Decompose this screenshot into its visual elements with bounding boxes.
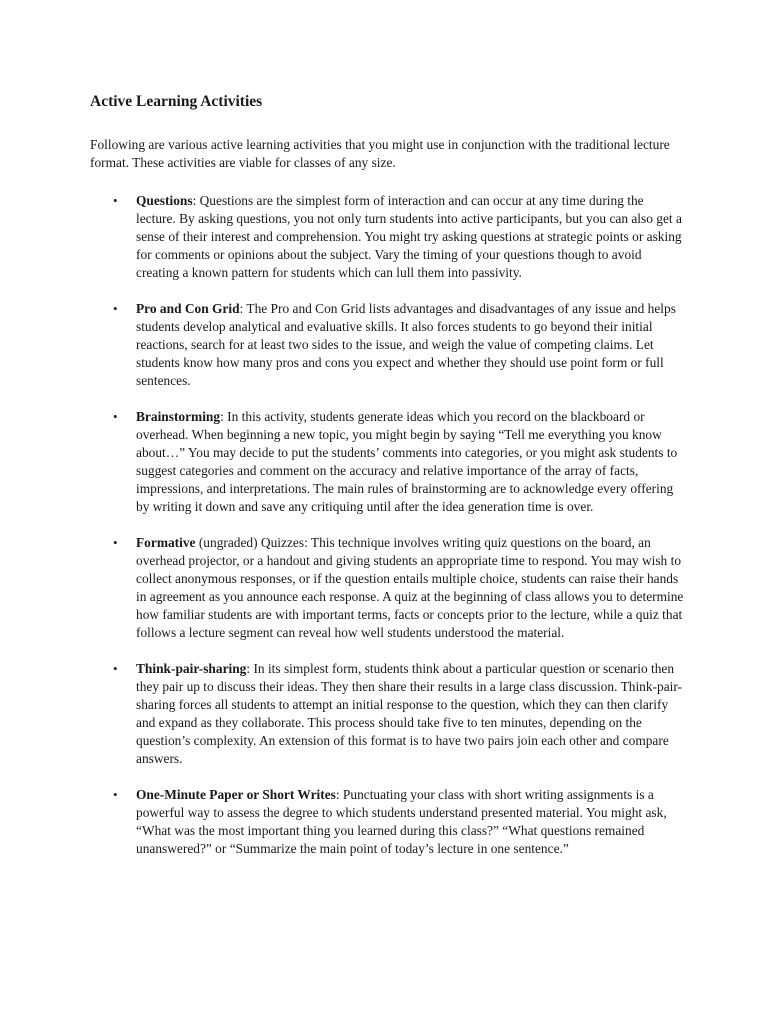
list-item-one-minute-paper	[90, 786, 686, 858]
intro-paragraph: Following are various active learning activities that you might use in conjunction with the traditional lecture format. These activities are viable for classes of any size.	[90, 137, 670, 170]
bullet-icon: •	[113, 661, 118, 676]
document-title: Active Learning Activities	[90, 93, 263, 110]
item-term: Questions	[136, 193, 193, 208]
item-text: : Punctuating your class with short writing assignments is a powerful way to assess the degree to which students understand presented material. You might ask, “What was the most important thing you learned during this class?” “What questions remained unanswered?” or “Summarize the main point of today’s lecture in one sentence.”	[136, 787, 667, 856]
item-text: (ungraded) Quizzes: This technique involves writing quiz questions on the board, an overhead projector, or a handout and giving students an appropriate time to respond. You may wish to collect anonymous responses, or if the question entails multiple choice, students can raise their hands in agreement as you announce each response. A quiz at the beginning of class allows you to determine how familiar students are with important terms, facts or concepts prior to the lecture, while a quiz that follows a lecture segment can reveal how well students understood the material.	[136, 535, 684, 640]
item-text: : In this activity, students generate ideas which you record on the blackboard or overhead. When beginning a new topic, you might begin by saying “Tell me everything you know about…” You may decide to put the students’ comments into categories, or you might ask students to suggest categories and comment on the accuracy and relative importance of the array of facts, impressions, and interpretations. The main rules of brainstorming are to acknowledge every offering by writing it down and save any critiquing until after the idea generation time is over.	[136, 409, 678, 514]
document-page	[90, 92, 686, 876]
item-term: One-Minute Paper or Short Writes	[136, 787, 336, 802]
activities-list	[90, 192, 686, 858]
bullet-icon: •	[113, 409, 118, 424]
item-text: : The Pro and Con Grid lists advantages and disadvantages of any issue and helps students develop analytical and evaluative skills. It also forces students to go beyond their initial reactions, search for at least two sides to the issue, and weigh the value of competing claims. Let students know how many pros and cons you expect and whether they should use point form or full sentences.	[136, 301, 676, 388]
item-term: Brainstorming	[136, 409, 221, 424]
bullet-icon: •	[113, 193, 118, 208]
item-term: Formative	[136, 535, 196, 550]
bullet-icon: •	[113, 301, 118, 316]
bullet-icon: •	[113, 535, 118, 550]
list-item-think-pair-sharing	[90, 660, 686, 768]
item-text: : In its simplest form, students think about a particular question or scenario then they pair up to discuss their ideas. They then share their results in a large class discussion. Think-pair-sharing forces all students to attempt an initial response to the question, which they can then clarify and expand as they collaborate. This process should take five to ten minutes, depending on the question’s complexity. An extension of this format is to have two pairs join each other and compare answers.	[136, 661, 683, 766]
list-item-brainstorming	[90, 408, 686, 516]
item-text: : Questions are the simplest form of interaction and can occur at any time during the lecture. By asking questions, you not only turn students into active participants, but you can also get a sense of their interest and comprehension. You might try asking questions at strategic points or asking for comments or opinions about the subject. Vary the timing of your questions though to avoid creating a known pattern for students which can lull them into passivity.	[136, 193, 682, 280]
list-item-questions	[90, 192, 686, 282]
bullet-icon: •	[113, 787, 118, 802]
item-term: Think-pair-sharing	[136, 661, 247, 676]
list-item-pro-con-grid	[90, 300, 686, 390]
list-item-formative-quizzes	[90, 534, 686, 642]
item-term: Pro and Con Grid	[136, 301, 240, 316]
